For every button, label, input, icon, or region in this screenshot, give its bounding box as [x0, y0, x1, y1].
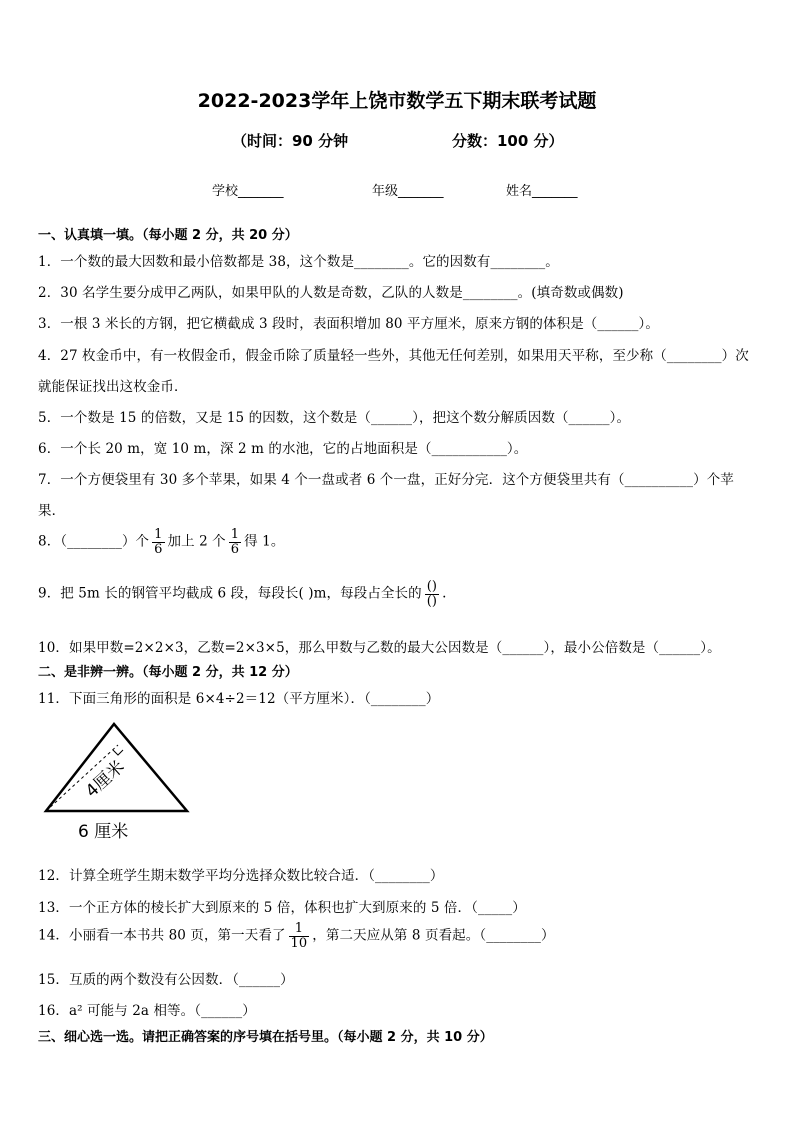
question-9-text-b: .	[442, 585, 447, 602]
fraction-one-tenth: $\frac{1}{10}$	[290, 921, 308, 951]
question-14-text-a: 14．小丽看一本书共 80 页，第一天看了	[38, 927, 286, 944]
name-field: 姓名_______	[506, 184, 578, 199]
question-8-text-c: 得 1。	[244, 533, 285, 550]
triangle-figure	[40, 716, 200, 844]
question-6: 6．一个长 20 m，宽 10 m，深 2 m 的水池，它的占地面积是（___________）。	[38, 441, 528, 457]
question-16: 16．a² 可能与 2a 相等。（______）	[38, 1003, 256, 1019]
fraction-one-sixth: $\frac{1}{6}$	[230, 527, 240, 557]
question-2: 2．30 名学生要分成甲乙两队，如果甲队的人数是奇数，乙队的人数是________。(填奇数或偶数)	[38, 285, 624, 301]
question-11: 11．下面三角形的面积是 6×4÷2＝12（平方厘米）．（________）	[38, 691, 440, 707]
question-7-line2: 果．	[38, 503, 66, 519]
question-13: 13．一个正方体的棱长扩大到原来的 5 倍，体积也扩大到原来的 5 倍．（_____）	[38, 900, 526, 916]
grade-field: 年级_______	[372, 184, 444, 199]
section-heading-1: 一、认真填一填。（每小题 2 分，共 20 分）	[38, 228, 298, 243]
section-heading-3: 三、细心选一选。请把正确答案的序号填在括号里。（每小题 2 分，共 10 分）	[38, 1030, 493, 1045]
height-label: 4厘米	[81, 756, 129, 802]
school-field: 学校_______	[212, 184, 284, 199]
exam-score: 分数：100 分）	[452, 132, 564, 150]
question-4-line1: 4．27 枚金币中，有一枚假金币，假金币除了质量轻一些外，其他无任何差别，如果用天平称，至少称（________）次	[38, 348, 749, 364]
question-1: 1．一个数的最大因数和最小倍数都是 38，这个数是________。它的因数有________。	[38, 254, 559, 270]
base-label: 6 厘米	[78, 822, 129, 842]
question-8	[38, 528, 284, 556]
question-8-text-b: 加上 2 个	[167, 533, 226, 550]
question-10: 10．如果甲数=2×2×3，乙数=2×3×5，那么甲数与乙数的最大公因数是（______），最小公倍数是（______）。	[38, 640, 721, 656]
question-14	[38, 922, 555, 950]
question-8-text-a: 8．（________）个	[38, 533, 150, 550]
question-12: 12．计算全班学生期末数学平均分选择众数比较合适．（________）	[38, 868, 444, 884]
page-title: 2022-2023学年上饶市数学五下期末联考试题	[197, 90, 597, 112]
question-5: 5．一个数是 15 的倍数，又是 15 的因数，这个数是（______），把这个数分解质因数（______）。	[38, 410, 631, 426]
fraction-blank: $\frac{()}{()}$	[426, 579, 438, 609]
question-9-text-a: 9．把 5m 长的钢管平均截成 6 段，每段长( )m，每段占全长的	[38, 585, 422, 602]
question-9	[38, 580, 447, 608]
question-3: 3．一根 3 米长的方钢，把它横截成 3 段时，表面积增加 80 平方厘米，原来方钢的体积是（______）。	[38, 316, 659, 332]
question-15: 15．互质的两个数没有公因数．（______）	[38, 972, 294, 988]
right-angle-mark	[113, 750, 123, 755]
exam-time: （时间：90 分钟	[232, 132, 349, 150]
question-7-line1: 7．一个方便袋里有 30 多个苹果，如果 4 个一盘或者 6 个一盘，正好分完．这个方便袋里共有（__________）个苹	[38, 472, 734, 488]
question-14-text-b: ，第二天应从第 8 页看起。（________）	[312, 927, 555, 944]
section-heading-2: 二、是非辨一辨。（每小题 2 分，共 12 分）	[38, 665, 298, 680]
fraction-one-sixth: $\frac{1}{6}$	[154, 527, 163, 557]
question-4-line2: 就能保证找出这枚金币．	[38, 379, 188, 395]
